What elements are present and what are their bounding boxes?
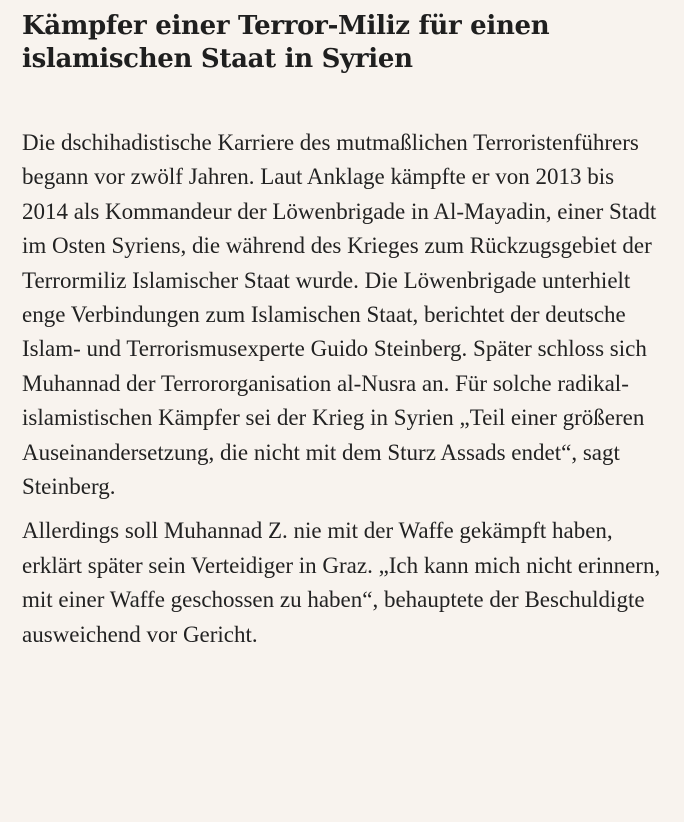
article-headline: Kämpfer einer Terror-Miliz für einen islamischen Staat in Syrien bbox=[22, 11, 550, 74]
article-paragraph: Die dschihadistische Karriere des mutmaßlichen Terroristenführers begann vor zwölf Jahren. Laut Anklage kämpfte er von 2013 bis 2014 als Kommandeur der Löwenbrigade in Al-Mayadin, einer Stadt im Osten Syriens, die während des Krieges zum Rückzugsgebiet der Terrormiliz Islamischer Staat wurde. Die Löwenbrigade unterhielt enge Verbindungen zum Islamischen Staat, berichtet der deutsche Islam- und Terrorismusexperte Guido Steinberg. Später schloss sich Muhannad der Terrororganisation al-Nusra an. Für solche radikal-islamistischen Kämpfer sei der Krieg in Syrien „Teil einer größeren Auseinandersetzung, die nicht mit dem Sturz Assads endet“, sagt Steinberg. bbox=[22, 130, 657, 500]
article-paragraph: Allerdings soll Muhannad Z. nie mit der Waffe gekämpft haben, erklärt später sein Verteidiger in Graz. „Ich kann mich nicht erinnern, mit einer Waffe geschossen zu haben“, behauptete der Beschuldigte ausweichend vor Gericht. bbox=[22, 518, 661, 647]
